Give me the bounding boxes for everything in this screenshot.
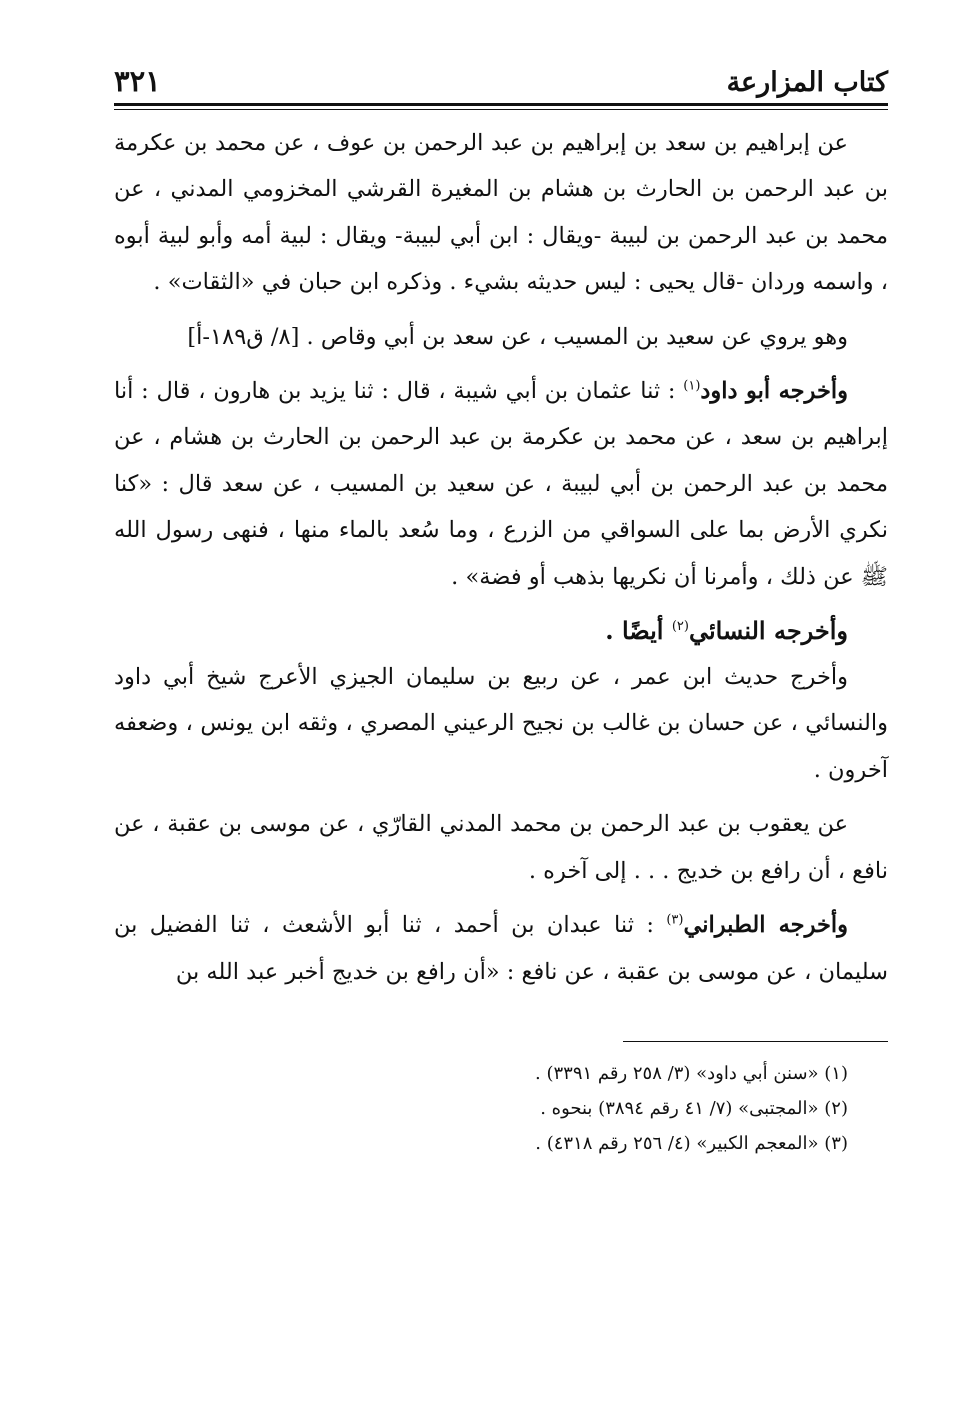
main-text: [114, 120, 888, 995]
paragraph-2: وهو يروي عن سعيد بن المسيب ، عن سعد بن أبي وقاص . [٨/ ق١٨٩-أ]: [187, 323, 848, 350]
footnote-3: (٣) «المعجم الكبير» (٤/ ٢٥٦ رقم ٤٣١٨) .: [535, 1132, 848, 1154]
paragraph-6: [114, 902, 888, 995]
header-rule-thin: [114, 109, 888, 110]
header-rule-thick: [114, 103, 888, 106]
footnotes: [114, 1056, 888, 1161]
running-title: كتاب المزارعة: [726, 67, 888, 98]
paragraph-3-text: : ثنا عثمان بن أبي شيبة ، قال : ثنا يزيد بن هارون ، قال : أنا إبراهيم بن سعد ، عن محمد بن عكرمة بن عبد الرحمن بن الحارث بن هشام ، عن محمد بن عبد الرحمن بن أبي لبيبة ، عن سعيد بن المسيب ، عن سعد قال : «كنا نكري الأرض بما على السواقي من الزرع ، وما سُعد بالماء منها ، فنهى رسول الله ﷺ عن ذلك ، وأمرنا أن نكريها بذهب أو فضة» .: [114, 378, 888, 590]
paragraph-6-text: : ثنا عبدان بن أحمد ، ثنا أبو الأشعث ، ثنا الفضيل بن سليمان ، عن موسى بن عقبة ، عن نافع : «أن رافع بن خديج أخبر عبد الله بن: [114, 912, 888, 985]
footnote-ref-2: (٢): [671, 619, 689, 635]
footnote-1: (١) «سنن أبي داود» (٣/ ٢٥٨ رقم ٣٣٩١) .: [535, 1062, 848, 1084]
paragraph-3: [114, 368, 888, 600]
paragraph-6-lead: وأخرجه الطبراني: [683, 912, 849, 939]
page-header: [114, 52, 888, 98]
heading-nasai-text: أيضًا .: [605, 616, 672, 646]
paragraph-1: عن إبراهيم بن سعد بن إبراهيم بن عبد الرحمن بن عوف ، عن محمد بن عكرمة بن عبد الرحمن بن الحارث بن هشام بن المغيرة القرشي المخزومي المدني ، عن محمد بن عبد الرحمن بن لبيبة -ويقال : ابن أبي لبيبة- ويقال : لبية أمه وأبو لبية أبوه ، واسمه وردان -قال يحيى : ليس حديثه بشيء . وذكره ابن حبان في «الثقات» .: [114, 130, 888, 296]
paragraph-4: وأخرج حديث ابن عمر ، عن ربيع بن سليمان الجيزي الأعرج شيخ أبي داود والنسائي ، عن حسان بن غالب بن نجيح الرعيني المصري ، وثقه ابن يونس ، وضعفه آخرون .: [114, 664, 888, 783]
paragraph-5: عن يعقوب بن عبد الرحمن بن محمد المدني القارّي ، عن موسى بن عقبة ، عن نافع ، أن رافع بن خديج . . . إلى آخره .: [114, 811, 888, 884]
heading-nasai-lead: وأخرجه النسائي: [688, 616, 848, 646]
footnote-ref-3: (٣): [666, 912, 684, 928]
footnote-ref-1: (١): [683, 378, 701, 394]
heading-nasai: [114, 608, 888, 654]
paragraph-3-lead: وأخرجه أبو داود: [700, 378, 848, 405]
page-number: ٣٢١: [114, 64, 161, 98]
footnote-2: (٢) «المجتبى» (٧/ ٤١ رقم ٣٨٩٤) بنحوه .: [540, 1097, 848, 1119]
footnote-separator: [623, 1041, 888, 1042]
